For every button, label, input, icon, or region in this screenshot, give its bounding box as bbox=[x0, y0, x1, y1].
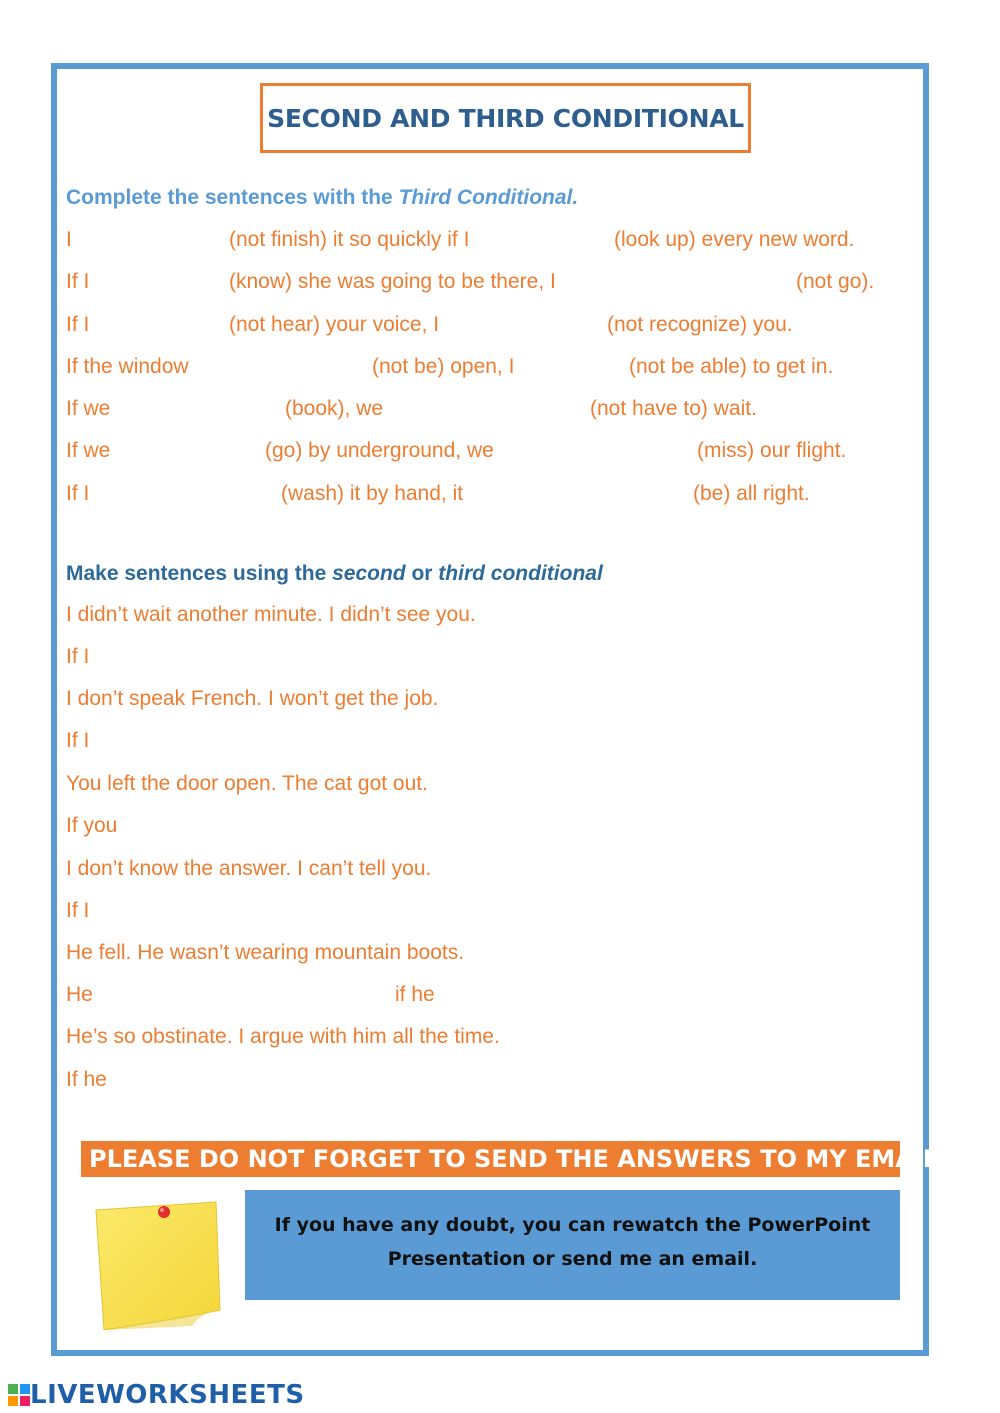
row-3-end: (not recognize) you. bbox=[607, 313, 793, 336]
row-4-middle: (not be) open, I bbox=[372, 355, 515, 378]
exercise1-row-5 bbox=[0, 397, 1000, 425]
exercise1-row-2 bbox=[0, 270, 1000, 298]
prompt-sentence-1: I didn’t wait another minute. I didn’t see you. bbox=[66, 603, 476, 626]
row-2-middle: (know) she was going to be there, I bbox=[229, 270, 556, 293]
pushpin-icon bbox=[158, 1206, 170, 1218]
logo-blocks-icon bbox=[8, 1384, 30, 1406]
section2-heading-text-a: Make sentences using the bbox=[66, 562, 333, 585]
answer-starter-6: If he bbox=[66, 1068, 107, 1091]
row-7-end: (be) all right. bbox=[693, 482, 810, 505]
sticky-note-icon bbox=[94, 1200, 224, 1330]
prompt-sentence-3: You left the door open. The cat got out. bbox=[66, 772, 428, 795]
row-5-middle: (book), we bbox=[285, 397, 384, 420]
row-4-end: (not be able) to get in. bbox=[629, 355, 834, 378]
row-6-middle: (go) by underground, we bbox=[265, 439, 494, 462]
logo-text: LIVEWORKSHEETS bbox=[30, 1380, 305, 1410]
row-3-start: If I bbox=[66, 313, 90, 336]
section1-heading-italic: Third Conditional. bbox=[398, 186, 579, 209]
prompt-sentence-5: He fell. He wasn’t wearing mountain boots. bbox=[66, 941, 465, 964]
section2-heading bbox=[66, 562, 603, 586]
row-2-start: If I bbox=[66, 270, 90, 293]
row-6-start: If we bbox=[66, 439, 111, 462]
row-6-end: (miss) our flight. bbox=[697, 439, 847, 462]
section2-heading-text-c: or bbox=[405, 562, 439, 585]
prompt-sentence-6: He’s so obstinate. I argue with him all the time. bbox=[66, 1025, 500, 1048]
answer-starter-1: If I bbox=[66, 645, 90, 668]
info-box bbox=[245, 1190, 900, 1300]
row-1-start: I bbox=[66, 228, 72, 251]
section1-heading bbox=[66, 186, 578, 210]
page-title: SECOND AND THIRD CONDITIONAL bbox=[267, 103, 744, 133]
row-5-end: (not have to) wait. bbox=[590, 397, 757, 420]
info-line-1: If you have any doubt, you can rewatch the PowerPoint bbox=[274, 1214, 871, 1236]
answer-starter-3: If you bbox=[66, 814, 118, 837]
liveworksheets-logo[interactable] bbox=[8, 1380, 305, 1410]
row-7-middle: (wash) it by hand, it bbox=[281, 482, 464, 505]
prompt-sentence-4: I don’t know the answer. I can’t tell you. bbox=[66, 857, 432, 880]
exercise1-row-4 bbox=[0, 355, 1000, 383]
prompt-sentence-2: I don’t speak French. I won’t get the job. bbox=[66, 687, 439, 710]
row-3-middle: (not hear) your voice, I bbox=[229, 313, 440, 336]
answer-starter-4: If I bbox=[66, 899, 90, 922]
exercise1-row-6 bbox=[0, 439, 1000, 467]
exercise1-row-1 bbox=[0, 228, 1000, 256]
answer-starter-5b: if he bbox=[395, 983, 435, 1006]
row-5-start: If we bbox=[66, 397, 111, 420]
exercise1-row-7 bbox=[0, 482, 1000, 510]
row-7-start: If I bbox=[66, 482, 90, 505]
section1-heading-text: Complete the sentences with the bbox=[66, 186, 399, 209]
answer-starter-5: He bbox=[66, 983, 93, 1006]
info-line-2: Presentation or send me an email. bbox=[387, 1248, 758, 1270]
exercise1-row-3 bbox=[0, 313, 1000, 341]
row-4-start: If the window bbox=[66, 355, 189, 378]
email-reminder-banner: PLEASE DO NOT FORGET TO SEND THE ANSWERS TO MY EMAIL! bbox=[81, 1141, 900, 1177]
row-2-end: (not go). bbox=[796, 270, 875, 293]
section2-heading-second: second bbox=[332, 562, 406, 585]
section2-heading-third: third conditional bbox=[438, 562, 603, 585]
row-1-middle: (not finish) it so quickly if I bbox=[229, 228, 470, 251]
title-box bbox=[260, 83, 751, 153]
row-1-end: (look up) every new word. bbox=[614, 228, 855, 251]
answer-starter-2: If I bbox=[66, 729, 90, 752]
